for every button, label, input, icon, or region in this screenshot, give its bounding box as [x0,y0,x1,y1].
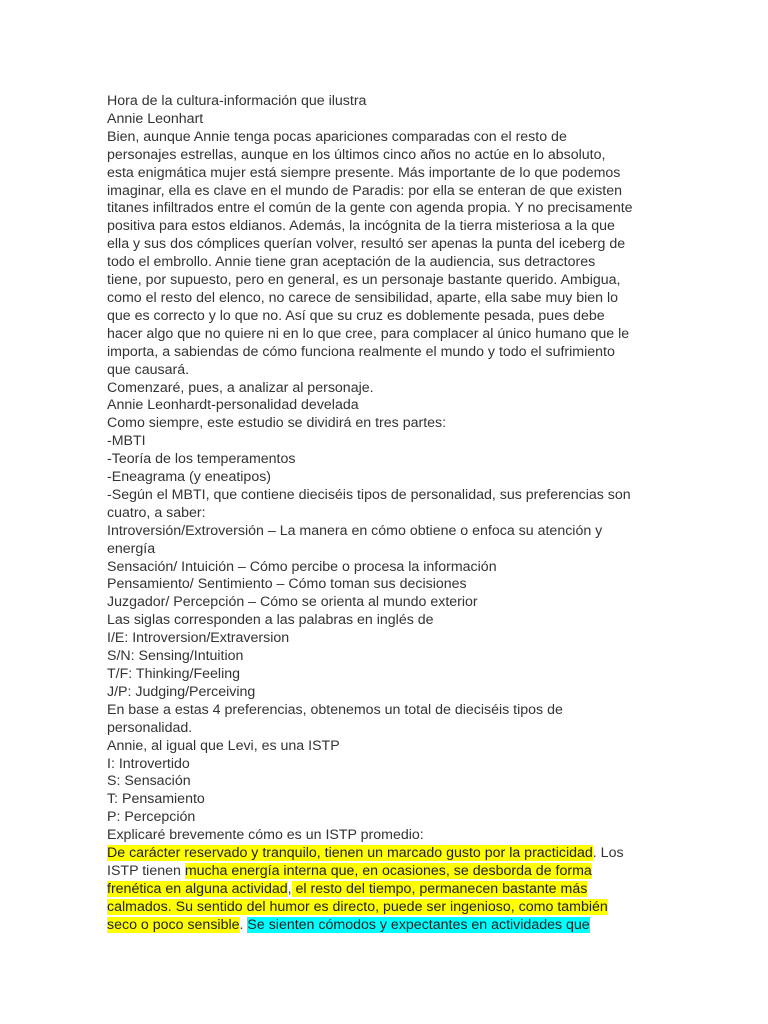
list-item: -MBTI [107,433,146,450]
plain-text: . [239,916,248,933]
yellow-highlight: De carácter reservado y tranquilo, tienen un marcado gusto por la practicidad [107,845,593,862]
list-item: -Según el MBTI, que contiene dieciséis tipos de personalidad, sus preferencias son [107,486,631,503]
yellow-highlight: calmados. Su sentido del humor es directo, puede ser ingenioso, como también [107,898,608,915]
yellow-highlight: el resto del tiempo, permanecen bastante más [291,880,588,897]
text-line: ella y sus dos cómplices querían volver, resultó ser apenas la punta del iceberg de [107,236,626,253]
text-line: I/E: Introversion/Extraversion [107,630,290,647]
highlighted-line [107,917,667,935]
document-page [107,93,667,935]
text-line: T: Pensamiento [107,791,205,808]
yellow-highlight: seco o poco sensible [107,916,240,933]
doc-title: Hora de la cultura-información que ilustra [107,93,367,109]
list-item: -Eneagrama (y eneatipos) [107,469,272,486]
highlighted-line [107,845,667,863]
text-line: S: Sensación [107,773,191,790]
text-line: importa, a sabiendas de cómo funciona realmente el mundo y todo el sufrimiento [107,343,615,360]
yellow-highlight: frenética en alguna actividad [107,880,288,897]
text-line: que es correcto y lo que no. Así que su cruz es doblemente pesada, pues debe [107,307,605,324]
text-line: T/F: Thinking/Feeling [107,666,241,682]
plain-text: , [287,880,292,897]
text-line: S/N: Sensing/Intuition [107,648,244,665]
highlighted-line [107,881,667,899]
text-line: hacer algo que no quiere ni en lo que cree, para complacer al único humano que le [107,325,630,342]
text-line: Annie, al igual que Levi, es una ISTP [107,737,340,754]
cyan-highlight: Se sienten cómodos y expectantes en actividades que [247,916,590,933]
highlighted-line [107,899,667,917]
text-line: tiene, por supuesto, pero en general, es un personaje bastante querido. Ambigua, [107,272,621,289]
plain-text: ISTP tienen [107,862,185,879]
text-line: titanes infiltrados entre el común de la gente con agenda propia. Y no precisamente [107,200,633,217]
text-line: Comenzaré, pues, a analizar al personaje. [107,379,374,396]
text-line: como el resto del elenco, no carece de sensibilidad, aparte, ella sabe muy bien lo [107,289,619,306]
text-line: Introversión/Extroversión – La manera en cómo obtiene o enfoca su atención y [107,522,603,539]
text-line: P: Percepción [107,809,196,826]
text-line: energía [107,540,156,557]
text-line: cuatro, a saber: [107,504,206,521]
text-line: Juzgador/ Percepción – Cómo se orienta al mundo exterior [107,594,478,611]
text-line: I: Introvertido [107,755,190,772]
text-line: En base a estas 4 preferencias, obtenemos un total de dieciséis tipos de [107,701,563,718]
highlighted-line [107,863,667,881]
text-line: Bien, aunque Annie tenga pocas apariciones comparadas con el resto de [107,128,567,145]
list-item: -Teoría de los temperamentos [107,451,296,468]
text-line: Como siempre, este estudio se dividirá en tres partes: [107,415,447,432]
text-line: imaginar, ella es clave en el mundo de Paradis: por ella se enteran de que existen [107,182,623,199]
text-line: que causará. [107,361,190,378]
section-heading: Annie Leonhardt-personalidad develada [107,397,359,414]
text-line: positiva para estos eldianos. Además, la incógnita de la tierra misteriosa a la que [107,218,615,235]
text-line: personalidad. [107,719,193,736]
yellow-highlight: mucha energía interna que, en ocasiones, se desborda de forma [184,862,592,879]
doc-subtitle: Annie Leonhart [107,110,204,127]
text-line: todo el embrollo. Annie tiene gran aceptación de la audiencia, sus detractores [107,254,596,271]
text-line: Sensación/ Intuición – Cómo percibe o procesa la información [107,558,497,575]
plain-text: . Los [592,845,624,862]
text-line: Las siglas corresponden a las palabras en inglés de [107,612,434,629]
text-line: Pensamiento/ Sentimiento – Cómo toman sus decisiones [107,576,467,593]
text-line: J/P: Judging/Perceiving [107,683,256,700]
text-line: personajes estrellas, aunque en los últimos cinco años no actúe en lo absoluto, [107,146,606,163]
text-line: esta enigmática mujer está siempre presente. Más importante de lo que podemos [107,164,621,181]
text-line: Explicaré brevemente cómo es un ISTP promedio: [107,827,424,844]
